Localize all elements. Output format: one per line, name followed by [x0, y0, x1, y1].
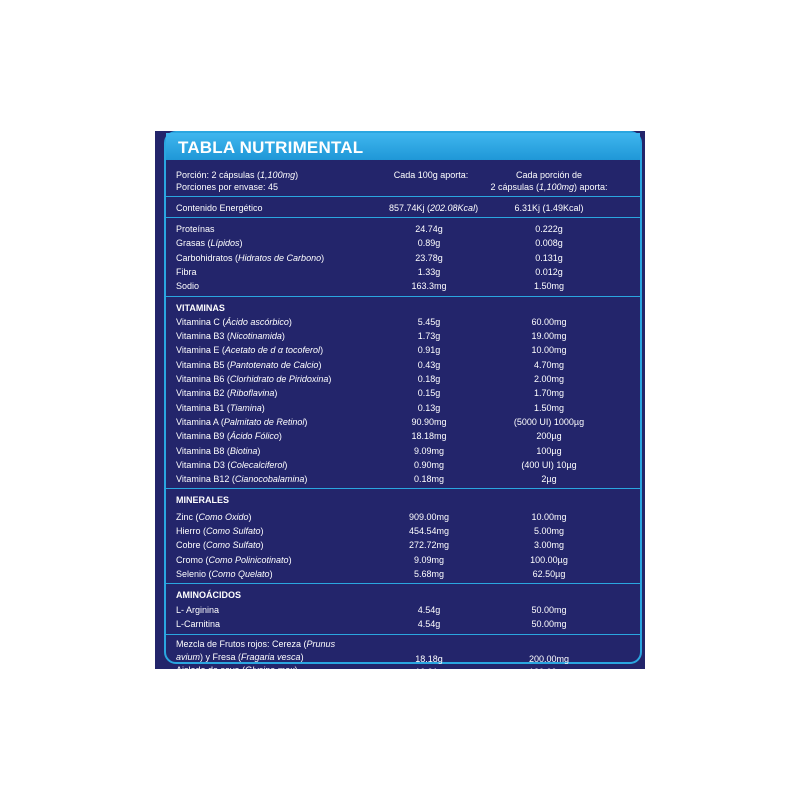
nutrient-portion: 50.00mg	[531, 618, 567, 629]
nutrient-portion: 1.50mg	[533, 281, 565, 292]
nutrient-name: Proteínas	[176, 224, 215, 234]
nutrient-portion: 2µg	[541, 474, 557, 485]
nutrient-row	[166, 603, 640, 617]
nutrient-name: Vitamina B6 (Clorhidrato de Piridoxina)	[176, 374, 332, 384]
nutrient-portion: 0.012g	[535, 266, 563, 277]
nutrient-name: Carbohidratos (Hidratos de Carbono)	[176, 252, 325, 263]
nutrient-per100: 18.18mg	[411, 431, 447, 442]
nutrient-row	[166, 265, 640, 279]
nutrient-per100: 4.54g	[417, 604, 441, 615]
nutrient-name: Vitamina B1 (Tiamina)	[176, 402, 265, 413]
nutrient-per100: 1.33g	[417, 266, 441, 277]
nutrient-name: L-Carnitina	[176, 618, 221, 629]
nutrient-portion: 1.50mg	[533, 402, 565, 413]
per-portion-header-line2: 2 cápsulas (1,100mg) aporta:	[490, 182, 608, 192]
nutrient-per100: 0.43g	[417, 359, 441, 370]
nutrient-row	[166, 458, 640, 472]
serving-size: Porción: 2 cápsulas (1,100mg)	[176, 170, 299, 180]
nutrient-row	[166, 386, 640, 400]
nutrient-name: Grasas (Lípidos)	[176, 238, 243, 249]
nutrient-portion: 1.70mg	[533, 388, 565, 399]
fruit-blend-per100: 18.18g	[415, 654, 443, 665]
fruit-blend-line2: avium) y Fresa (Fragaria vesca)	[176, 652, 304, 663]
nutrient-name: Vitamina B12 (Cianocobalamina)	[176, 474, 308, 485]
nutrient-name: Vitamina D3 (Colecalciferol)	[176, 459, 288, 470]
nutrient-row	[166, 358, 640, 372]
nutrient-row	[166, 222, 640, 236]
nutrient-portion: 0.222g	[535, 224, 563, 234]
soy-isolate-portion: 120.00mg	[528, 667, 570, 678]
nutrient-portion: (5000 UI) 1000µg	[513, 416, 585, 427]
nutrient-row	[166, 567, 640, 581]
servings-per-container: Porciones por envase: 45	[176, 182, 279, 192]
nutrient-per100: 454.54mg	[408, 526, 450, 536]
nutrient-portion: 19.00mg	[531, 331, 567, 342]
section-title-minerales: MINERALES	[176, 495, 230, 506]
divider	[166, 296, 640, 297]
nutrient-row	[166, 401, 640, 415]
nutrient-per100: 0.13g	[417, 402, 441, 413]
nutrient-name: Vitamina B9 (Ácido Fólico)	[176, 431, 282, 442]
nutrient-name: L- Arginina	[176, 604, 220, 615]
nutrient-per100: 9.09mg	[413, 445, 445, 456]
nutrient-name: Cromo (Como Polinicotinato)	[176, 554, 292, 565]
nutrient-portion: 200µg	[536, 431, 562, 442]
nutrient-row	[166, 429, 640, 443]
nutrient-row	[166, 279, 640, 293]
nutrient-portion: 60.00mg	[531, 316, 567, 327]
nutrient-portion: 62.50µg	[532, 568, 566, 579]
divider	[166, 583, 640, 584]
nutrient-name: Vitamina B8 (Biotina)	[176, 445, 261, 456]
nutrient-row	[166, 415, 640, 429]
nutrient-row	[166, 315, 640, 329]
soy-isolate-per100: 10.91g	[415, 667, 443, 678]
divider	[166, 634, 640, 635]
nutrient-per100: 0.91g	[417, 345, 441, 356]
per-portion-header-line1: Cada porción de	[515, 170, 583, 180]
nutrient-portion: 2.00mg	[533, 374, 565, 384]
nutrient-per100: 5.45g	[417, 316, 441, 327]
nutrient-row	[166, 617, 640, 631]
nutrient-portion: (400 UI) 10µg	[521, 459, 577, 470]
nutrient-row	[166, 510, 640, 524]
energy-row	[166, 201, 640, 215]
nutrient-per100: 4.54g	[417, 618, 441, 629]
nutrient-per100: 272.72mg	[408, 540, 450, 551]
nutrient-row	[166, 343, 640, 357]
nutrient-row	[166, 553, 640, 567]
nutrient-name: Sodio	[176, 281, 200, 292]
nutrient-name: Hierro (Como Sulfato)	[176, 526, 264, 536]
nutrient-name: Vitamina A (Palmitato de Retinol)	[176, 416, 308, 427]
nutrient-portion: 50.00mg	[531, 604, 567, 615]
per-100g-header: Cada 100g aporta:	[393, 170, 469, 180]
nutrient-name: Vitamina E (Acetato de d α tocoferol)	[176, 345, 324, 356]
nutrient-portion: 10.00mg	[531, 511, 567, 522]
nutrient-portion: 10.00mg	[531, 345, 567, 356]
nutrient-per100: 0.18mg	[413, 474, 445, 485]
nutrient-name: Vitamina B5 (Pantotenato de Calcio)	[176, 359, 322, 370]
nutrient-per100: 0.15g	[417, 388, 441, 399]
nutrient-portion: 5.00mg	[533, 526, 565, 536]
nutrient-per100: 0.90mg	[413, 459, 445, 470]
fruit-blend-line1: Mezcla de Frutos rojos: Cereza (Prunus	[176, 639, 336, 650]
table-header	[166, 133, 640, 160]
nutrient-name: Selenio (Como Quelato)	[176, 568, 273, 579]
energy-per100: 857.74Kj (202.08Kcal)	[389, 203, 479, 213]
nutrient-portion: 0.131g	[535, 252, 563, 263]
fruit-blend-portion: 200.00mg	[528, 654, 570, 665]
nutrient-name: Fibra	[176, 266, 197, 277]
nutrient-per100: 909.00mg	[408, 511, 450, 522]
divider	[166, 488, 640, 489]
nutrient-portion: 100.00µg	[530, 554, 568, 565]
table-title: TABLA NUTRIMENTAL	[178, 138, 364, 157]
nutrient-per100: 5.68mg	[413, 568, 445, 579]
nutrient-per100: 23.78g	[415, 252, 443, 263]
divider	[166, 196, 640, 197]
nutrient-per100: 0.18g	[417, 374, 441, 384]
nutrient-row	[166, 329, 640, 343]
nutrient-name: Cobre (Como Sulfato)	[176, 540, 264, 551]
nutrient-per100: 1.73g	[417, 331, 441, 342]
nutrient-row	[166, 236, 640, 250]
nutrient-portion: 3.00mg	[533, 540, 565, 551]
nutrient-name: Vitamina B2 (Riboflavina)	[176, 388, 278, 399]
nutrient-row	[166, 524, 640, 538]
nutrient-row	[166, 444, 640, 458]
nutrient-row	[166, 251, 640, 265]
nutrient-per100: 9.09mg	[413, 554, 445, 565]
nutrient-per100: 24.74g	[415, 224, 443, 234]
nutrient-row	[166, 538, 640, 552]
nutrition-table	[164, 131, 642, 678]
nutrient-per100: 90.90mg	[411, 416, 447, 427]
soy-isolate-name: Aislado de soya (Glycine max)	[176, 665, 298, 676]
nutrient-per100: 0.89g	[417, 238, 441, 249]
nutrient-per100: 163.3mg	[411, 281, 447, 292]
nutrient-row	[166, 472, 640, 486]
nutrient-name: Vitamina B3 (Nicotinamida)	[176, 331, 285, 342]
nutrient-portion: 4.70mg	[533, 359, 565, 370]
divider	[166, 217, 640, 218]
section-title-aminoacidos: AMINOÁCIDOS	[176, 590, 241, 601]
energy-portion: 6.31Kj (1.49Kcal)	[514, 203, 584, 213]
section-title-vitaminas: VITAMINAS	[176, 302, 225, 313]
nutrient-portion: 0.008g	[535, 238, 563, 249]
nutrient-row	[166, 372, 640, 386]
energy-label: Contenido Energético	[176, 203, 263, 213]
nutrient-name: Vitamina C (Ácido ascórbico)	[176, 316, 292, 327]
nutrient-name: Zinc (Como Oxido)	[176, 511, 252, 522]
nutrient-portion: 100µg	[536, 445, 562, 456]
